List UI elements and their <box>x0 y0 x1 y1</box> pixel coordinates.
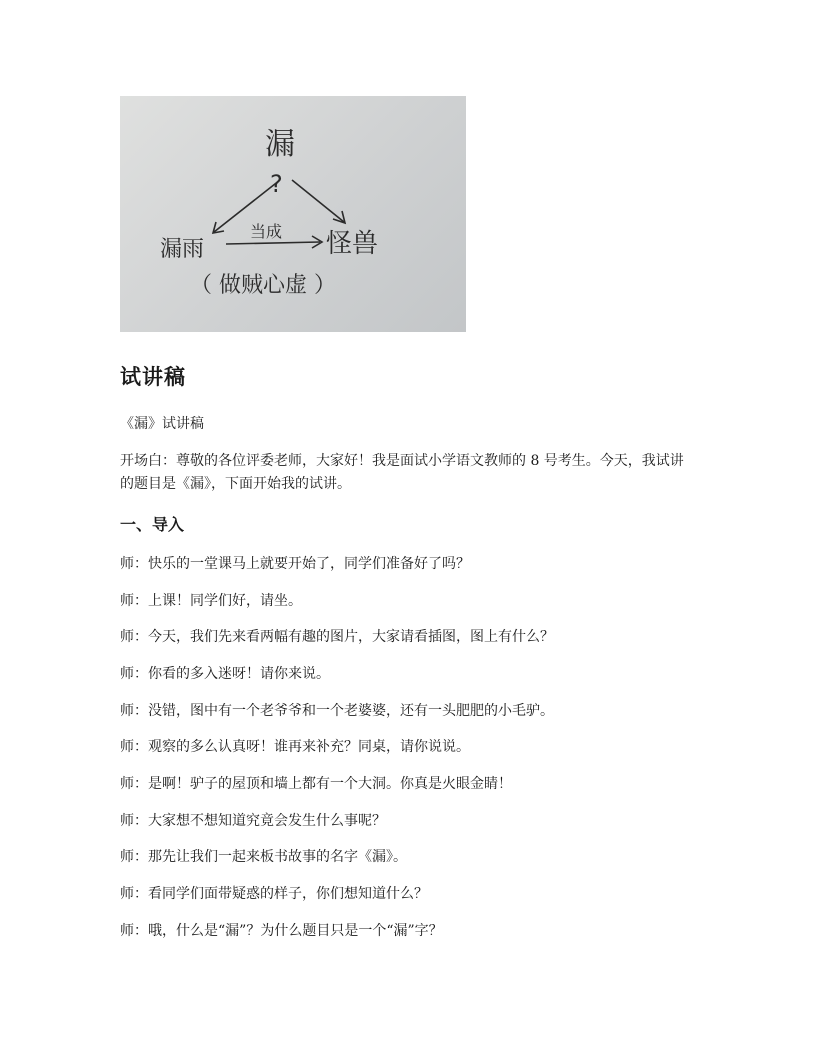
diagram-right-arrow <box>292 180 344 222</box>
diagram-right-word: 怪兽 <box>326 229 379 259</box>
document-page <box>120 96 696 939</box>
diagram-top-char: 漏 <box>265 127 295 162</box>
document-subtitle: 《漏》试讲稿 <box>120 416 204 432</box>
document-title: 试讲稿 <box>120 365 186 389</box>
diagram-question-mark: ? <box>270 170 283 198</box>
diagram-left-word: 漏雨 <box>160 237 205 262</box>
teacher-line: 师：那先让我们一起来板书故事的名字《漏》。 <box>120 849 407 865</box>
teacher-line: 师：快乐的一堂课马上就要开始了，同学们准备好了吗？ <box>120 556 470 572</box>
teacher-line: 师：大家想不想知道究竟会发生什么事呢？ <box>120 813 386 829</box>
teacher-line: 师：上课！同学们好，请坐。 <box>120 593 302 609</box>
teacher-line: 师：你看的多入迷呀！请你来说。 <box>120 666 330 682</box>
diagram-middle-arrow <box>226 242 320 244</box>
teacher-line: 师：哦，什么是“漏”？为什么题目只是一个“漏”字？ <box>120 923 443 939</box>
diagram-bottom-phrase: （ 做贼心虚 ） <box>190 273 336 298</box>
section-heading-intro: 一、导入 <box>120 515 185 534</box>
blackboard-photo <box>120 96 466 332</box>
teacher-line: 师：没错，图中有一个老爷爷和一个老婆婆，还有一头肥肥的小毛驴。 <box>120 703 554 719</box>
teacher-line: 师：是啊！驴子的屋顶和墙上都有一个大洞。你真是火眼金睛！ <box>120 776 512 792</box>
opening-paragraph: 开场白：尊敬的各位评委老师，大家好！我是面试小学语文教师的 8 号考生。今天，我试讲的题目是《漏》，下面开始我的试讲。 <box>120 453 684 492</box>
teacher-line: 师：观察的多么认真呀！谁再来补充？同桌，请你说说。 <box>120 739 470 755</box>
diagram-arrow-label: 当成 <box>250 222 283 241</box>
teacher-line: 师：今天，我们先来看两幅有趣的图片，大家请看插图，图上有什么？ <box>120 629 554 645</box>
handwritten-diagram <box>120 96 466 332</box>
teacher-line: 师：看同学们面带疑惑的样子，你们想知道什么？ <box>120 886 428 902</box>
